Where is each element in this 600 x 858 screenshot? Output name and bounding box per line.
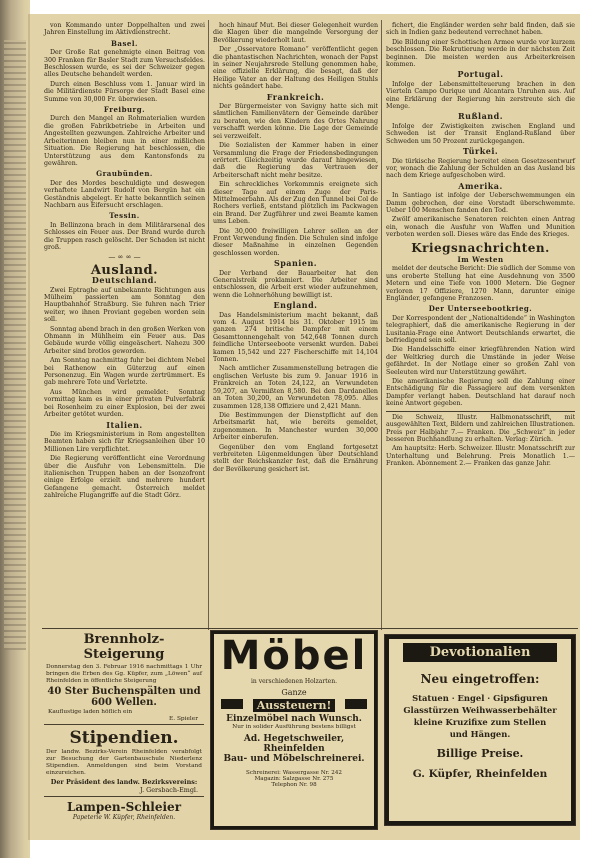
article-text: Die Bestimmungen der Dienstpflicht auf den Arbeitsmarkt hat, wie bereits gemeldet, zugenommen. In Manchester wurden 30,000 Arbeiter einberufen. [213, 411, 378, 442]
furniture-ornament [214, 699, 374, 712]
furniture-icon [345, 699, 367, 709]
article-text: Der des Mordes beschuldigte und deswegen verhaftete Landwirt Rudolf von Bergün hat ein Geständnis abgelegt. Er hatte bekanntlich seinen Nachbarn aus Eifersucht erschlagen. [44, 179, 205, 209]
article-text: Durch einen Beschluss vom 1. Januar wird in die Militärdienste Fürsorge der Stadt Basel eine Summe von 30,000 Fr. überwiesen. [44, 80, 205, 103]
binding-margin [4, 40, 26, 650]
ad-signature: E. Spieler [169, 716, 198, 723]
article-text: Ein schreckliches Vorkommnis ereignete sich dieser Tage auf einem Zuge der Paris-Mittelmeerbahn. Als der Zug den Tunnel bei Col de Rochers verließ, entstand plötzlich im Packwagen ein Brand. Der Zugführer und zwei Beamte kamen ums Leben. [213, 181, 378, 226]
article-text: Der „Osservatore Romano“ veröffentlicht gegen die phantastischen Nachrichten, wonach der Papst in seiner Neujahrsrede Stellung genommen habe, eine offizielle Erklärung, die besagt, daß der Heilige Vater an der Haltung des Heiligen Stuhls nichts geändert habe. [213, 46, 378, 91]
ad-address: Magazin: Salzgasse Nr. 275 [254, 776, 334, 782]
section-heading: Tessin. [109, 211, 140, 221]
article-text: Sonntag abend brach in den großen Werken von Ohmann in Mühlheim ein Feuer aus. Das Gebäude wurde völlig eingeäschert. Nahezu 300 Arbeiter sind brotlos geworden. [44, 325, 205, 355]
ad-title-moebel: Möbel [220, 633, 368, 679]
section-heading: Basel. [111, 38, 138, 48]
section-heading: Türkei. [462, 146, 499, 157]
article-text: Die 30,000 freiwilligen Lehrer sollen an der Front Verwendung finden. Die Schulen sind infolge dieser Maßnahme in einzelnen Gegenden geschlossen worden. [213, 227, 378, 257]
article-text: Zwei Eptraghe auf unbekannte Richtungen aus Mülheim passierten am Sonntag den Hauptbahnhof Straßburg. Sie fuhren nach Trier weiter, wo ihnen Proviant gegeben worden sein soll. [44, 286, 205, 324]
article-text: Nach amtlicher Zusammenstellung betragen die englischen Verluste bis zum 9. Januar 1916 in Frankreich an Toten 24,122, an Verwundeten 59,207, an Vermißten 8,580. Bei den Dardanellen an Toten 30,200, an Verwundeten 78,095. Alles zusammen 128,138 Offiziere und 2,421 Mann. [213, 365, 378, 410]
article-text: Die amerikanische Regierung soll die Zahlung einer Entschädigung für die Passagiere auf dem versenkten Dampfer verlangt haben. Deutschland hat darauf noch keine Antwort gegeben. [386, 378, 575, 408]
article-text: Die Sozialisten der Kammer haben in einer Versammlung die Frage der Friedensbedingungen erörtert. Gleichzeitig wurde darauf hingewiesen, daß die Regierung das Vertrauen der Arbeiterschaft nicht mehr besitze. [213, 142, 378, 179]
section-heading: Freiburg. [103, 105, 146, 115]
divider [44, 724, 204, 725]
article-text: Die Regierung veröffentlicht eine Verordnung über die Ausfuhr von Lebensmitteln. Die italienischen Truppen haben an der Isonzofront einige Erfolge erzielt und mehrere hundert Gefangene gemacht. Österreich meldet zahlreiche Flugangriffe auf die Stadt Görz. [44, 455, 205, 500]
column-rule [208, 20, 209, 630]
section-heading: Deutschland. [91, 275, 158, 286]
article-text: Das Handelsministerium macht bekannt, daß vom 4. August 1914 bis 31. Oktober 1915 im ganzen 274 britische Dampfer mit einem Gesamttonnengehalt von 542,648 Tonnen durch feindliche Unterseeboote versenkt wurden. Dabei kamen 15,542 und 227 Fischerschiffe mit 14,104 Tonnen. [213, 311, 378, 364]
ad-company: Ad. Hegetschweiler, Rheinfelden [243, 734, 345, 754]
article-text: In Bellinzona brach in dem Militärarsenal des Schlosses ein Feuer aus. Der Brand wurde durch die Truppen rasch gelöscht. Der Schaden ist nicht groß. [44, 221, 205, 251]
ad-devotionalien [384, 634, 576, 826]
section-heading: Frankreich. [266, 91, 325, 102]
article-text: Die türkische Regierung bereitet einen Gesetzesentwurf vor, wonach die Zahlung der Schulden an das Ausland bis nach dem Kriege aufgeschoben wird. [386, 157, 575, 180]
ad-title-brennholz: Brennholz-Steigerung [83, 632, 165, 662]
ad-text: Papeterie W. Küpfer, Rheinfelden. [72, 813, 176, 821]
section-title-ausland: Ausland. [90, 262, 159, 278]
article-text: Der Korrespondent der „Nationaltidende“ in Washington telegraphiert, daß die amerikanische Regierung in der Lusitania-Frage eine Antwort Deutschlands erwartet, die befriedigend sein soll. [386, 314, 575, 345]
article-text: Infolge der Zwistigkeiten zwischen England und Schweden ist der Transit England-Rußland über Schweden um 50 Prozent zurückgegangen. [386, 122, 575, 145]
ad-text: Donnerstag den 3. Februar 1916 nachmittags 1 Uhr bringen die Erben des Gg. Küpfer, zum „Löwen“ auf Rheinfelden in öffentliche Steigerung [46, 664, 202, 684]
ad-item: 600 Wellen. [91, 697, 157, 709]
ad-text: Einzelmöbel nach Wunsch. [226, 714, 362, 724]
section-heading: Rußland. [458, 111, 503, 122]
ad-text: in verschiedenen Holzarten. [251, 678, 337, 685]
ad-text: und Hängen. [449, 729, 511, 739]
ad-title-lampen: Lampen-Schleier [66, 799, 182, 814]
article-text: von Kommando unter Doppelhalten und zwei Jahren Einstellung im Aktivdienstrecht. [44, 22, 205, 37]
classified-ads-left [44, 630, 204, 830]
ad-signature: Der Präsident des landw. Bezirksvereins: [50, 777, 198, 786]
divider [386, 411, 575, 412]
ad-text: Kauflustige laden höflich ein [48, 709, 133, 716]
article-text: Der Große Rat genehmigte einen Beitrag von 300 Franken für Basler Stadt zum Versuchsfeldes. Beschlossen wurde, es sei der Schweizer gegen alles Deutsche behandelt werden. [44, 49, 205, 79]
notice-text: Am hauptsitz: Herb. Schweizer. Illustr. Monatsschrift zur Unterhaltung und Belehrung. Preis Monatlich 1.— Franken. Abonnement 2.— Franken das ganze Jahr. [386, 445, 575, 468]
ad-text: Ganze [281, 688, 307, 697]
ad-item: 40 Ster Buchenspälten und [47, 686, 201, 698]
ad-text: kleine Kruzifixe zum Stellen [413, 717, 547, 727]
section-heading: Portugal. [457, 69, 504, 80]
article-text: meldet der deutsche Bericht: Die südlich der Somme von uns eroberte Stellung hat eine Ausdehnung von 3500 Metern und eine Tiefe von 1000 Metern. Die Gegner verloren 17 Offiziere, 1270 Mann, darunter einige Engländer, gefangene Franzosen. [386, 265, 575, 302]
ad-address: Schreinerei: Wassergasse Nr. 242 [246, 770, 342, 776]
article-text: Der Bürgermeister von Savigny hatte sich mit sämtlichen Familienvätern der Gemeinde darüber zu beraten, wie den Kindern des Ortes Nahrung verschafft werden könne. Die Lage der Gemeinde sei verzweifelt. [213, 103, 378, 140]
ad-highlight: Aussteuern! [253, 699, 336, 712]
ad-subtitle: Neu eingetroffen: [420, 672, 540, 686]
ad-price: Billige Preise. [436, 747, 524, 760]
section-heading: England. [273, 300, 318, 311]
article-text: Gegenüber den vom England fortgesetzt verbreiteten Lügenmeldungen über Deutschland stellt der Reichskanzler fest, daß die Ernährung der Bevölkerung gesichert ist. [213, 443, 378, 473]
article-text: Die im Kriegsministerium in Rom angestellten Beamten haben sich für Kriegsanleihen über 10 Millionen Lire verpflichtet. [44, 430, 205, 453]
ad-devotionalien-inner [389, 639, 571, 821]
article-text: Der Verband der Bauarbeiter hat den Generalstreik proklamiert. Die Arbeiter sind entschlossen, die Arbeit erst wieder aufzunehmen, wenn die Lohnerhöhung bewilligt ist. [213, 269, 378, 299]
section-heading: Im Westen [457, 254, 504, 264]
section-heading: Italien. [106, 419, 143, 430]
ornament-divider: — ∞ ∞ — [108, 253, 141, 262]
article-text: Die Handelsschiffe einer kriegführenden Nation wird der Weltkrieg durch die Umstände in jeder Weise gefährdet. In der Notlage einer so großen Zahl von Seeleuten wird nur Unterstützung gewährt. [386, 346, 575, 376]
ad-text: Der landw. Bezirks-Verein Rheinfelden verabfolgt zur Besuchung der Gartenbauschule Niederlenz Stipendien. Anmeldungen sind beim Vorstand einzureichen. [46, 749, 202, 776]
ad-title-devotionalien: Devotionalien [403, 643, 557, 662]
ad-moebel [210, 630, 378, 830]
article-text: Durch den Mangel an Rohmaterialien wurden die großen Fabrikbetriebe in Arbeiten und Angestellten gezwungen. Zahlreiche Arbeiter und Arbeiterinnen bleiben nun in einer mißlichen Situation. Die Regierung hat beschlossen, die Unterstützung aus dem Kantonsfonds zu gewähren. [44, 115, 205, 167]
ad-moebel-inner [214, 634, 374, 826]
furniture-icon [221, 699, 243, 709]
article-text: Infolge der Lebensmittelteuerung brachen in den Vierteln Campo Ourique und Alcantara Unruhen aus. Auf eine Erklärung der Regierung hin zerstreute sich die Menge. [386, 80, 575, 111]
section-title-kriegsnachrichten: Kriegsnachrichten. [411, 240, 550, 255]
article-text: Am Sonntag nachmittag fuhr bei dichtem Nebel bei Rathenow ein Güterzug auf einen Personenzug. Ein Wagen wurde zertrümmert. Es gab mehrere Tote und Verletzte. [44, 357, 205, 387]
section-heading: Amerika. [458, 180, 503, 191]
notice-text: Die Schweiz, Illustr. Halbmonatsschrift, mit ausgewählten Text, Bildern und zahlreichen Illustrationen. Preis per Halbjahr 7.— Franken. Die „Schweiz“ in jeder besseren Buchhandlung zu erhalten. Verlag: Zürich. [386, 413, 575, 443]
ad-shop: G. Küpfer, Rheinfelden [412, 768, 548, 780]
column-1 [44, 22, 205, 502]
ad-text: Nur in solider Ausführung bestens billigst [232, 724, 356, 730]
article-text: Zwölf amerikanische Senatoren reichten einen Antrag ein, wonach die Ausfuhr von Waffen und Munition verboten werden soll. Dieses wäre das Ende des Krieges. [386, 216, 575, 239]
ad-text: Statuen · Engel · Gipsfiguren [412, 693, 548, 703]
article-text: hoch hinauf Mut. Bei dieser Gelegenheit wurden die Klagen über die mangelnde Versorgung der Bevölkerung wiederholt laut. [213, 22, 378, 44]
column-3 [386, 22, 575, 470]
section-heading: Der Unterseebootkrieg. [428, 304, 533, 314]
article-text: Die Bildung einer Schottischen Armee wurde vor kurzem beschlossen. Die Rekrutierung werde in der nächsten Zeit beginnen. Die meisten werden aus Arbeiterkreisen kommen. [386, 38, 575, 69]
column-2 [213, 22, 378, 475]
ads-divider [42, 628, 578, 629]
column-rule [381, 20, 382, 630]
section-heading: Graubünden. [96, 169, 153, 179]
article-text: In Santiago ist infolge der Ueberschwemmungen ein Damm gebrochen, der eine Vorstadt überschwemmte. Ueber 100 Menschen fanden den Tod. [386, 192, 575, 214]
ad-text: Glasstürzen Weihwasserbehälter [403, 705, 557, 715]
ad-title-stipendien: Stipendien. [69, 728, 179, 749]
ad-signature: J. Gersbach-Emgl. [140, 785, 198, 794]
article-text: fichert, die Engländer werden sehr bald finden, daß sie sich in Indien ganz bedeutend verrechnet haben. [386, 22, 575, 37]
book-binding [0, 0, 30, 858]
ad-phone: Telephon Nr. 98 [271, 782, 317, 788]
section-heading: Spanien. [273, 258, 318, 269]
divider [44, 796, 204, 797]
article-text: Aus München wird gemeldet: Sonntag vormittag kam es in einer privaten Pulverfabrik bei Rosenheim zu einer Explosion, bei der zwei Arbeiter getötet wurden. [44, 388, 205, 419]
ad-company: Bau- und Möbelschreinerei. [223, 754, 365, 764]
